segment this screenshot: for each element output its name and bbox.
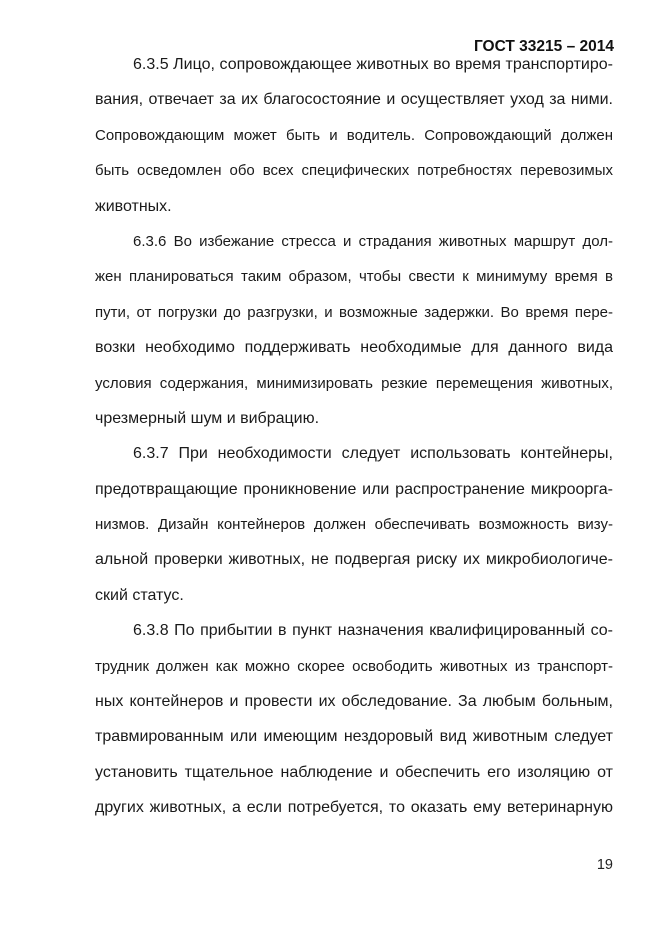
- text-line: возки необходимо поддерживать необходимые для данного вида: [95, 339, 613, 357]
- paragraph-6-3-6: [95, 233, 613, 445]
- text-line: низмов. Дизайн контейнеров должен обеспечивать возможность визу-: [95, 516, 613, 534]
- text-line: травмированным или имеющим нездоровый вид животным следует: [95, 728, 613, 746]
- text-line: 6.3.7 При необходимости следует использовать контейнеры,: [133, 445, 613, 463]
- text-line: быть осведомлен обо всех специфических потребностях перевозимых: [95, 162, 613, 180]
- text-line: пути, от погрузки до разгрузки, и возможные задержки. Во время пере-: [95, 303, 613, 321]
- page-number: 19: [596, 857, 613, 873]
- text-line: условия содержания, минимизировать резкие перемещения животных,: [95, 374, 613, 392]
- text-line: вания, отвечает за их благосостояние и осуществляет уход за ними.: [95, 91, 613, 109]
- text-line: Сопровождающим может быть и водитель. Сопровождающий должен: [95, 126, 613, 144]
- text-line: 6.3.6 Во избежание стресса и страдания животных маршрут дол-: [133, 232, 613, 250]
- document-body: [95, 56, 613, 835]
- text-line: предотвращающие проникновение или распространение микроорга-: [95, 480, 613, 498]
- text-line: животных.: [95, 197, 172, 215]
- document-standard-header: ГОСТ 33215 – 2014: [473, 38, 614, 55]
- paragraph-6-3-7: [95, 445, 613, 622]
- text-line: альной проверки животных, не подвергая риску их микробиологиче-: [95, 551, 613, 569]
- text-line: трудник должен как можно скорее освободить животных из транспорт-: [95, 657, 613, 675]
- paragraph-6-3-5: [95, 56, 613, 233]
- text-line: других животных, а если потребуется, то оказать ему ветеринарную: [95, 799, 613, 817]
- text-line: ский статус.: [95, 586, 184, 604]
- paragraph-6-3-8: [95, 622, 613, 834]
- text-line: жен планироваться таким образом, чтобы свести к минимуму время в: [95, 268, 613, 286]
- text-line: 6.3.5 Лицо, сопровождающее животных во время транспортиро-: [133, 56, 613, 73]
- text-line: чрезмерный шум и вибрацию.: [95, 409, 320, 427]
- text-line: ных контейнеров и провести их обследование. За любым больным,: [95, 693, 613, 711]
- text-line: 6.3.8 По прибытии в пункт назначения квалифицированный со-: [133, 622, 613, 640]
- text-line: установить тщательное наблюдение и обеспечить его изоляцию от: [95, 763, 613, 781]
